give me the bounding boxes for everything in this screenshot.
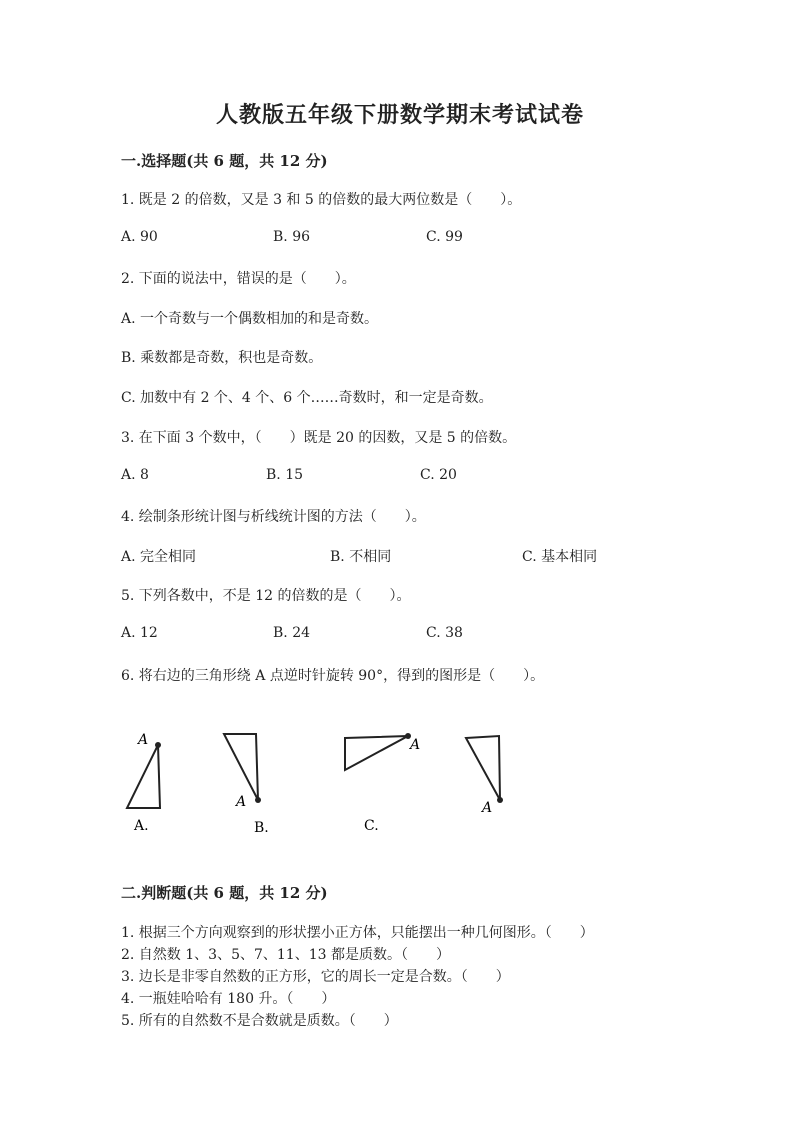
- judgement-item-4: 4. 一瓶娃哈哈有 180 升。（ ）: [121, 991, 336, 1007]
- question-5-option-a: A. 12: [121, 625, 158, 641]
- question-4-option-a: A. 完全相同: [121, 549, 197, 565]
- judgement-item-5: 5. 所有的自然数不是合数就是质数。（ ）: [121, 1013, 398, 1029]
- question-2-option-c: C. 加数中有 2 个、4 个、6 个……奇数时，和一定是奇数。: [121, 390, 493, 406]
- question-2-option-b: B. 乘数都是奇数，积也是奇数。: [121, 350, 323, 366]
- question-2-option-a: A. 一个奇数与一个偶数相加的和是奇数。: [121, 311, 379, 327]
- question-6-stem: 6. 将右边的三角形绕 A 点逆时针旋转 90°，得到的图形是（ ）。: [121, 668, 545, 684]
- section-heading-judgement: 二.判断题(共 6 题，共 12 分): [121, 884, 328, 902]
- judgement-item-3: 3. 边长是非零自然数的正方形，它的周长一定是合数。（ ）: [121, 969, 510, 985]
- question-3-option-c: C. 20: [420, 467, 457, 483]
- question-1-option-b: B. 96: [273, 229, 311, 245]
- question-3-option-a: A. 8: [121, 467, 149, 483]
- triangle-option-b: [224, 734, 269, 836]
- question-1-option-a: A. 90: [121, 229, 158, 245]
- triangle-option-c: [345, 733, 420, 834]
- question-4-stem: 4. 绘制条形统计图与析线统计图的方法（ ）。: [121, 509, 426, 525]
- question-3-option-b: B. 15: [266, 467, 304, 483]
- point-a-label: A: [138, 732, 149, 748]
- judgement-item-2: 2. 自然数 1、3、5、7、11、13 都是质数。（ ）: [121, 947, 450, 963]
- question-5-option-b: B. 24: [273, 625, 311, 641]
- question-1-option-c: C. 99: [426, 229, 463, 245]
- section-heading-choice: 一.选择题(共 6 题，共 12 分): [121, 152, 328, 170]
- question-2-stem: 2. 下面的说法中，错误的是（ ）。: [121, 271, 356, 287]
- judgement-item-1: 1. 根据三个方向观察到的形状摆小正方体，只能摆出一种几何图形。（ ）: [121, 925, 594, 941]
- rotation-triangles-figure: [120, 722, 520, 842]
- figure-label-b: B.: [254, 820, 269, 836]
- question-4-option-c: C. 基本相同: [522, 549, 598, 565]
- point-a-label: A: [236, 794, 247, 810]
- reference-triangle: [466, 736, 503, 816]
- triangle-option-a: [127, 732, 161, 834]
- page-title: 人教版五年级下册数学期末考试试卷: [215, 102, 584, 128]
- question-5-stem: 5. 下列各数中，不是 12 的倍数的是（ ）。: [121, 588, 411, 604]
- question-5-option-c: C. 38: [426, 625, 463, 641]
- question-1-stem: 1. 既是 2 的倍数，又是 3 和 5 的倍数的最大两位数是（ ）。: [121, 192, 522, 208]
- question-4-option-b: B. 不相同: [330, 549, 392, 565]
- question-3-stem: 3. 在下面 3 个数中，（ ）既是 20 的因数，又是 5 的倍数。: [121, 430, 517, 446]
- figure-label-c: C.: [364, 818, 379, 834]
- figure-label-a: A.: [134, 818, 149, 834]
- point-a-label: A: [410, 737, 421, 753]
- point-a-label: A: [482, 800, 493, 816]
